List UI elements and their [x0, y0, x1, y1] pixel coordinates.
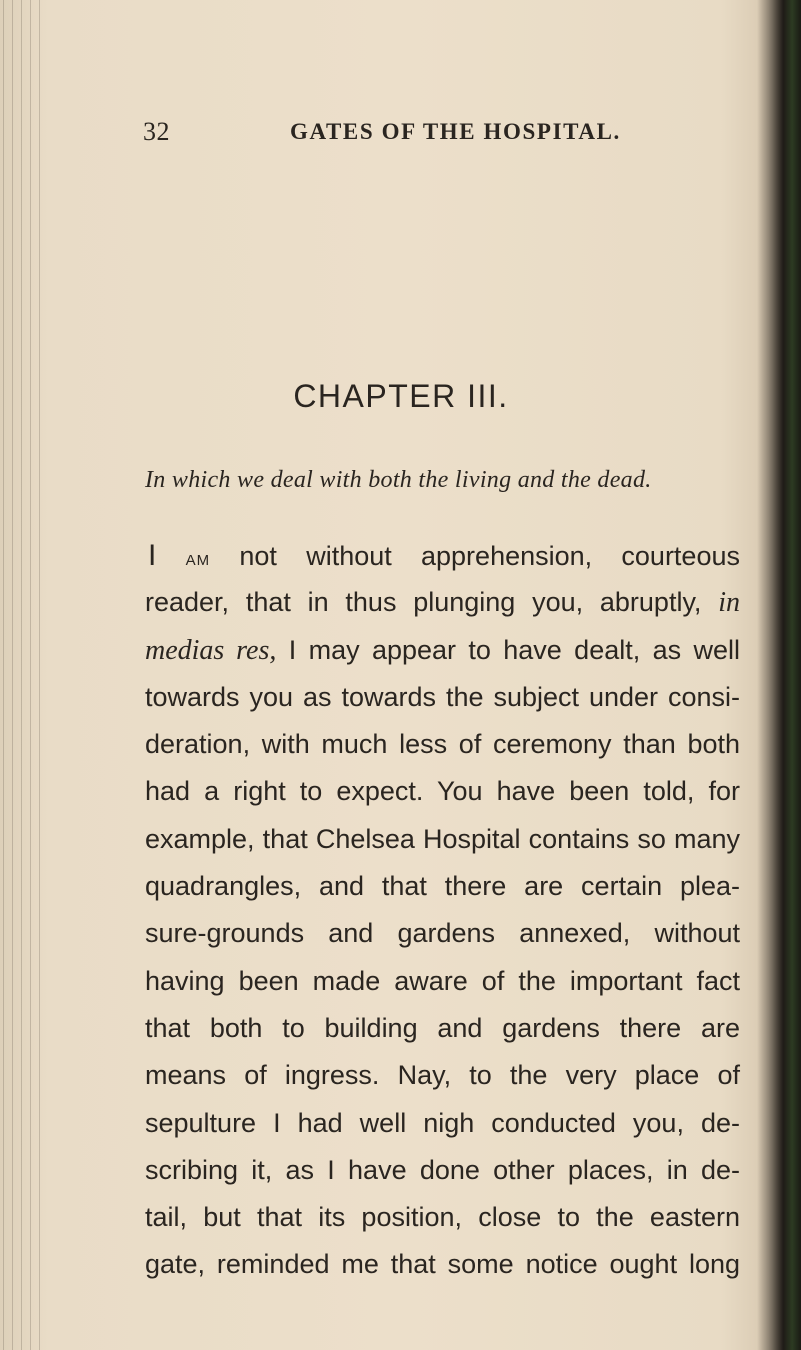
opening-letter: I: [148, 539, 157, 572]
binding-edge: [0, 0, 40, 1350]
text-line: had a right to expect. You have been told, for: [145, 776, 740, 807]
page-number: 32: [143, 117, 170, 146]
text-line: means of ingress. Nay, to the very place of: [145, 1060, 740, 1091]
chapter-title: CHAPTER III.: [293, 378, 509, 414]
text-line: [145, 627, 740, 674]
body-text: [145, 532, 740, 1289]
text-line: example, that Chelsea Hospital contains so many: [145, 823, 740, 854]
text-span: not without apprehension, courteous: [210, 541, 740, 571]
text-line: sure-grounds and gardens annexed, without: [145, 918, 740, 949]
text-line: tail, but that its position, close to the eastern: [145, 1202, 740, 1233]
text-line: towards you as towards the subject under consi-: [145, 681, 740, 712]
text-line: [145, 532, 740, 579]
text-line: gate, reminded me that some notice ought long: [145, 1249, 740, 1280]
text-line: sepulture I had well nigh conducted you, de-: [145, 1107, 740, 1138]
text-line: quadrangles, and that there are certain plea-: [145, 871, 740, 902]
italic-phrase: in: [718, 587, 740, 619]
text-line: [145, 579, 740, 626]
text-line: deration, with much less of ceremony than both: [145, 729, 740, 760]
text-line: having been made aware of the important fact: [145, 965, 740, 996]
text-span: reader, that in thus plunging you, abruptly,: [145, 587, 719, 618]
text-span: I may appear to have dealt, as well: [276, 634, 740, 665]
text-line: scribing it, as I have done other places, in de-: [145, 1154, 740, 1185]
smallcaps-word: am: [185, 547, 211, 570]
italic-phrase: medias res,: [145, 634, 277, 666]
running-head: [0, 117, 760, 157]
running-head-title: GATES OF THE HOSPITAL.: [290, 119, 621, 144]
text-line: that both to building and gardens there are: [145, 1012, 740, 1043]
chapter-subtitle: In which we deal with both the living and the dead.: [145, 467, 652, 493]
page-edge-shadow: [757, 0, 801, 1350]
